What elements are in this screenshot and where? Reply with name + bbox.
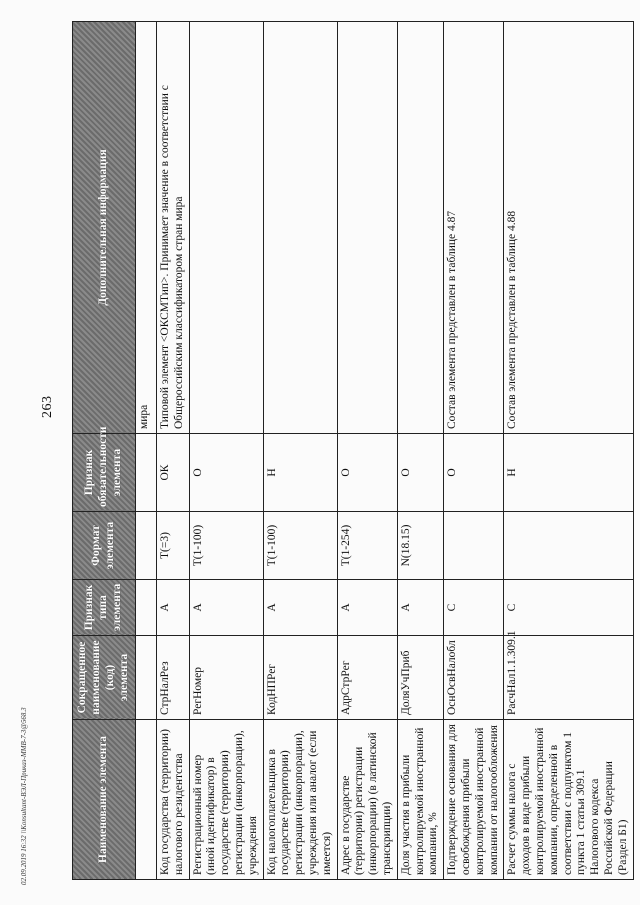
cell-info xyxy=(337,22,397,434)
table-row xyxy=(263,22,337,880)
cell-type: С xyxy=(504,580,633,636)
table-row xyxy=(189,22,263,880)
cell-type: А xyxy=(263,580,337,636)
cell-info xyxy=(397,22,443,434)
cell-format xyxy=(444,512,504,580)
page-number: 263 xyxy=(40,395,55,418)
cell-code: ДоляУчПриб xyxy=(397,636,443,720)
table-row xyxy=(337,22,397,880)
cell-format: Т(1-254) xyxy=(337,512,397,580)
elements-table xyxy=(72,21,634,880)
cell-name: Код государства (территории) налогового резидентства xyxy=(157,720,190,880)
header-additional-info: Дополнительная информация xyxy=(73,22,136,434)
cell-type: А xyxy=(189,580,263,636)
cell-type: А xyxy=(337,580,397,636)
cell-name: Подтверждение основания для освобождения прибыли контролируемой иностранной компании от налогообложения xyxy=(444,720,504,880)
cell-info: Состав элемента представлен в таблице 4.87 xyxy=(444,22,504,434)
header-element-code: Сокращенное наименование (код) элемента xyxy=(73,636,136,720)
cell-format xyxy=(504,512,633,580)
cell-type: С xyxy=(444,580,504,636)
cell-name: Расчет суммы налога с доходов в виде прибыли контролируемой иностранной компании, определенной в соответствии с подпунктом 1 пункта 1 статьи 309.1 Налогового кодекса Российской Федерации (Раздел Б1) xyxy=(504,720,633,880)
header-element-name: Наименование элемента xyxy=(73,720,136,880)
cell-required: О xyxy=(444,434,504,512)
cell-name: Доля участия в прибыли контролируемой иностранной компании, % xyxy=(397,720,443,880)
cell-format: N(18.15) xyxy=(397,512,443,580)
cell-type: А xyxy=(157,580,190,636)
table-row xyxy=(504,22,633,880)
table-row-continuation xyxy=(136,22,157,880)
cell-required: О xyxy=(397,434,443,512)
header-element-format: Формат элемента xyxy=(73,512,136,580)
cell-name: Код налогоплательщика в государстве (территории) регистрации (инкорпорации), учреждения или аналог (если имеется) xyxy=(263,720,337,880)
cell-code: СтрНалРез xyxy=(157,636,190,720)
cell-format: Т(1-100) xyxy=(189,512,263,580)
cell-name: Регистрационный номер (иной идентификатор) в государстве (территории) регистрации (инкорпорации), учреждения xyxy=(189,720,263,880)
cell-info xyxy=(263,22,337,434)
cell-info xyxy=(189,22,263,434)
cell-type: А xyxy=(397,580,443,636)
cell-code: РасчНал1.1.309.1 xyxy=(504,636,633,720)
cell-name: Адрес в государстве (территории) регистрации (инкорпорации) (в латинской транскрипции) xyxy=(337,720,397,880)
cell-info: Состав элемента представлен в таблице 4.88 xyxy=(504,22,633,434)
cell-code: РегНомер xyxy=(189,636,263,720)
cell-required: Н xyxy=(263,434,337,512)
cell-required: О xyxy=(337,434,397,512)
cell-code: КодНПРег xyxy=(263,636,337,720)
table-row xyxy=(397,22,443,880)
cell-code: АдрСтрРег xyxy=(337,636,397,720)
continuation-cell: мира xyxy=(136,22,157,434)
cell-code: ОснОсвНалобл xyxy=(444,636,504,720)
cell-format: Т(=3) xyxy=(157,512,190,580)
cell-info: Типовой элемент <ОКСМТип>. Принимает значение в соответствии с Общероссийским классификатором стран мира xyxy=(157,22,190,434)
header-element-required: Признак обязательности элемента xyxy=(73,434,136,512)
cell-required: Н xyxy=(504,434,633,512)
table-header-row xyxy=(73,22,136,880)
rotated-table-sheet xyxy=(72,22,629,880)
cell-format: Т(1-100) xyxy=(263,512,337,580)
footer-note: 02.09.2019 16:32 \\Konsultant-ВЭЛ-Приказ-ММВ-7-3@568.3 xyxy=(20,707,28,885)
header-element-type: Признак типа элемента xyxy=(73,580,136,636)
cell-required: О xyxy=(189,434,263,512)
cell-required: ОК xyxy=(157,434,190,512)
table-row xyxy=(444,22,504,880)
table-row xyxy=(157,22,190,880)
